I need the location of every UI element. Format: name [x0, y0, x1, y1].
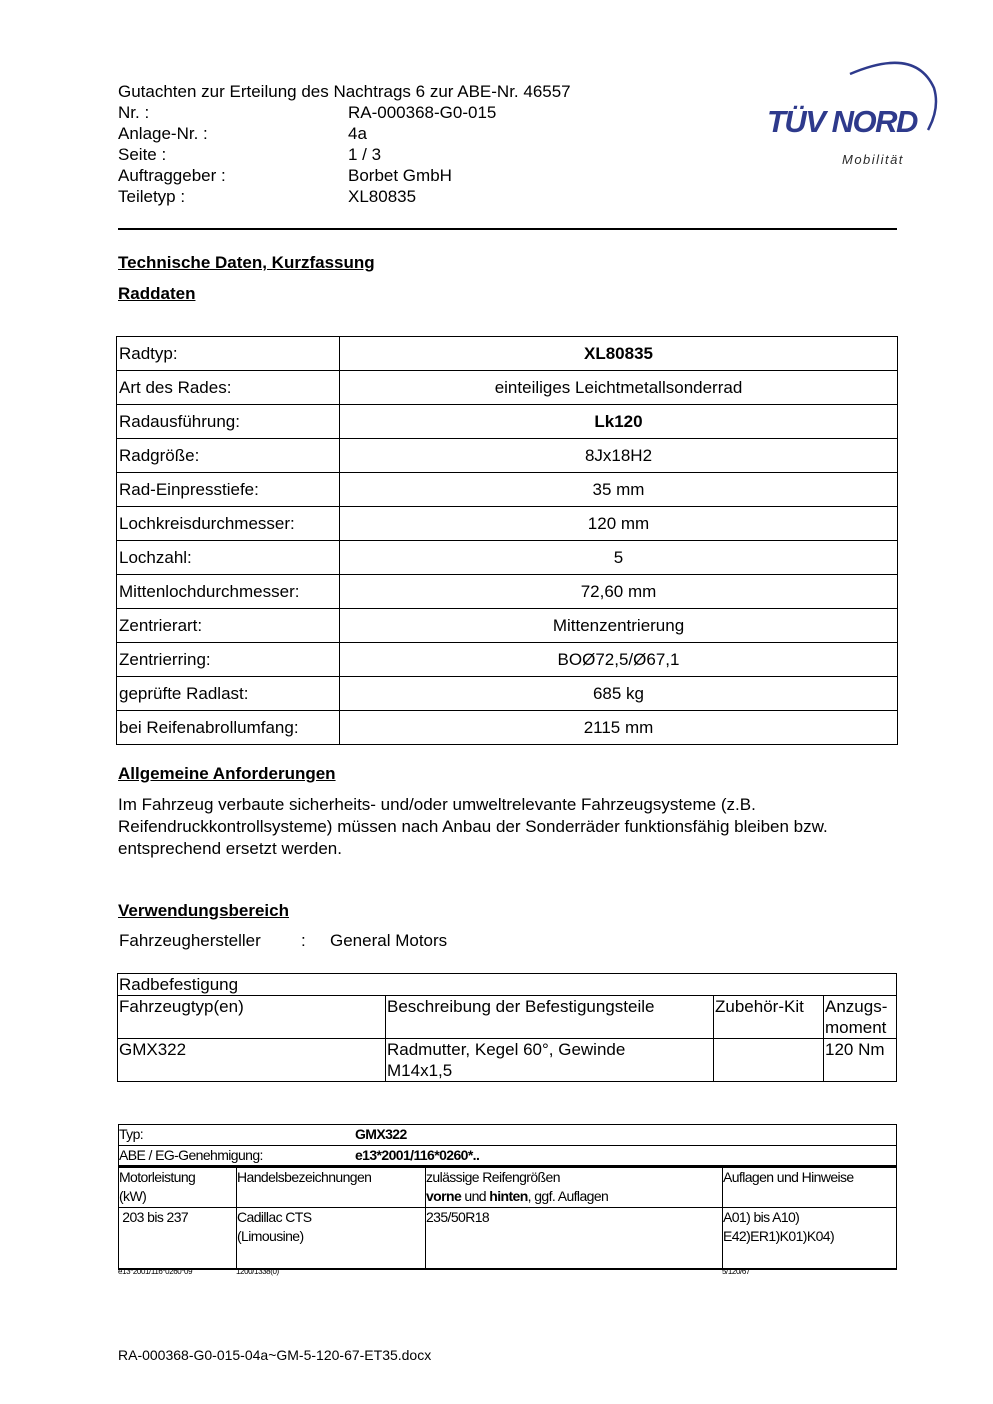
footnote-load: 1200/1338(0) [236, 1267, 279, 1276]
raddaten-key: Radgröße: [117, 439, 340, 473]
raddaten-key: geprüfte Radlast: [117, 677, 340, 711]
abe-value: e13*2001/116*0260*.. [355, 1147, 480, 1163]
raddaten-row [117, 439, 898, 473]
raddaten-key: Radausführung: [117, 405, 340, 439]
raddaten-value: 8Jx18H2 [340, 439, 898, 473]
raddaten-key: Zentrierart: [117, 609, 340, 643]
raddaten-key: bei Reifenabrollumfang: [117, 711, 340, 745]
cell-reifen: 235/50R18 [426, 1208, 723, 1270]
col-reifengroessen [426, 1167, 723, 1208]
mount-cell-anzugsmoment: 120 Nm [824, 1039, 897, 1082]
raddaten-value: 120 mm [340, 507, 898, 541]
mount-header-zubehoer: Zubehör-Kit [714, 996, 824, 1039]
footer-filename: RA-000368-G0-015-04a~GM-5-120-67-ET35.docx [118, 1347, 432, 1363]
section-technische-daten: Technische Daten, Kurzfassung [118, 253, 375, 272]
logo-subtitle: Mobilität [842, 152, 904, 167]
raddaten-value: 35 mm [340, 473, 898, 507]
tuv-nord-logo: TÜV NORD [767, 104, 917, 139]
auftraggeber-label: Auftraggeber : [118, 166, 226, 185]
col-reifen-vorne: vorne [426, 1188, 462, 1204]
col-motorleistung: Motorleistung (kW) [119, 1167, 237, 1208]
teiletyp-label: Teiletyp : [118, 187, 186, 206]
raddaten-value: Lk120 [340, 405, 898, 439]
raddaten-key: Rad-Einpresstiefe: [117, 473, 340, 507]
raddaten-value: einteiliges Leichtmetallsonderrad [340, 371, 898, 405]
typ-value: GMX322 [355, 1126, 407, 1142]
mount-cell-beschreibung: Radmutter, Kegel 60°, Gewinde M14x1,5 [386, 1039, 714, 1082]
allgemein-line: Im Fahrzeug verbaute sicherheits- und/oder umweltrelevante Fahrzeugsysteme (z.B. [118, 795, 756, 814]
type-block [118, 1124, 897, 1270]
cell-handelsname: Cadillac CTS (Limousine) [237, 1208, 426, 1270]
raddaten-row [117, 371, 898, 405]
raddaten-row [117, 405, 898, 439]
raddaten-row [117, 677, 898, 711]
nr-label: Nr. : [118, 103, 150, 122]
raddaten-row [117, 337, 898, 371]
col-reifen-line1: zulässige Reifengrößen [426, 1169, 560, 1185]
raddaten-value: BOØ72,5/Ø67,1 [340, 643, 898, 677]
raddaten-key: Art des Rades: [117, 371, 340, 405]
raddaten-row [117, 643, 898, 677]
mount-cell-zubehoer [714, 1039, 824, 1082]
hersteller-value: General Motors [330, 931, 448, 950]
section-allgemeine-anforderungen: Allgemeine Anforderungen [118, 764, 336, 783]
type-detail-table [118, 1166, 897, 1270]
raddaten-key: Mittenlochdurchmesser: [117, 575, 340, 609]
raddaten-key: Zentrierring: [117, 643, 340, 677]
footnote-approval: e13*2001/116*0260*09 [118, 1267, 193, 1276]
hersteller-label: Fahrzeughersteller [119, 931, 261, 950]
anlage-value: 4a [348, 124, 367, 143]
section-verwendungsbereich: Verwendungsbereich [118, 901, 289, 920]
col-reifen-line2 [426, 1187, 722, 1206]
type-header-table [118, 1124, 897, 1166]
col-reifen-und: und [461, 1188, 490, 1204]
col-reifen-end: , ggf. Auflagen [527, 1188, 609, 1204]
mount-title: Radbefestigung [118, 974, 897, 996]
cell-auflagen [723, 1208, 897, 1270]
typ-label: Typ: [119, 1126, 144, 1142]
seite-value: 1 / 3 [348, 145, 382, 164]
col-handelsbezeichnungen: Handelsbezeichnungen [237, 1167, 426, 1208]
section-raddaten: Raddaten [118, 284, 196, 303]
raddaten-value: XL80835 [340, 337, 898, 371]
header-divider [118, 228, 897, 230]
raddaten-value: 72,60 mm [340, 575, 898, 609]
raddaten-value: Mittenzentrierung [340, 609, 898, 643]
hersteller-separator: : [301, 931, 306, 950]
raddaten-row [117, 507, 898, 541]
footnote-bolt: 5/120/67 [722, 1267, 750, 1276]
radbefestigung-table [117, 973, 897, 1082]
col-reifen-hinten: hinten [489, 1188, 528, 1204]
anlage-label: Anlage-Nr. : [118, 124, 208, 143]
col-auflagen: Auflagen und Hinweise [723, 1169, 854, 1185]
raddaten-value: 2115 mm [340, 711, 898, 745]
mount-header-fahrzeugtyp: Fahrzeugtyp(en) [118, 996, 386, 1039]
allgemein-text [118, 794, 898, 860]
mount-cell-fahrzeugtyp: GMX322 [118, 1039, 386, 1082]
document-title: Gutachten zur Erteilung des Nachtrags 6 zur ABE-Nr. 46557 [118, 82, 571, 101]
cell-auflagen-line2: E42)ER1)K01)K04) [723, 1228, 835, 1244]
auftraggeber-value: Borbet GmbH [348, 166, 452, 185]
raddaten-table [116, 336, 898, 745]
cell-auflagen-line1: A01) bis A10) [723, 1209, 800, 1225]
raddaten-key: Lochkreisdurchmesser: [117, 507, 340, 541]
raddaten-key: Radtyp: [117, 337, 340, 371]
raddaten-row [117, 609, 898, 643]
raddaten-value: 5 [340, 541, 898, 575]
raddaten-row [117, 575, 898, 609]
teiletyp-value: XL80835 [348, 187, 417, 206]
raddaten-key: Lochzahl: [117, 541, 340, 575]
allgemein-line: entsprechend ersetzt werden. [118, 839, 342, 858]
allgemein-line: Reifendruckkontrollsysteme) müssen nach Anbau der Sonderräder funktionsfähig bleiben bzw. [118, 817, 828, 836]
raddaten-value: 685 kg [340, 677, 898, 711]
raddaten-row [117, 711, 898, 745]
mount-header-anzugsmoment: Anzugs- moment [824, 996, 897, 1039]
raddaten-row [117, 473, 898, 507]
raddaten-row [117, 541, 898, 575]
cell-kw: 203 bis 237 [119, 1208, 237, 1270]
seite-label: Seite : [118, 145, 167, 164]
abe-label: ABE / EG-Genehmigung: [119, 1147, 263, 1163]
mount-header-beschreibung: Beschreibung der Befestigungsteile [386, 996, 714, 1039]
nr-value: RA-000368-G0-015 [348, 103, 497, 122]
